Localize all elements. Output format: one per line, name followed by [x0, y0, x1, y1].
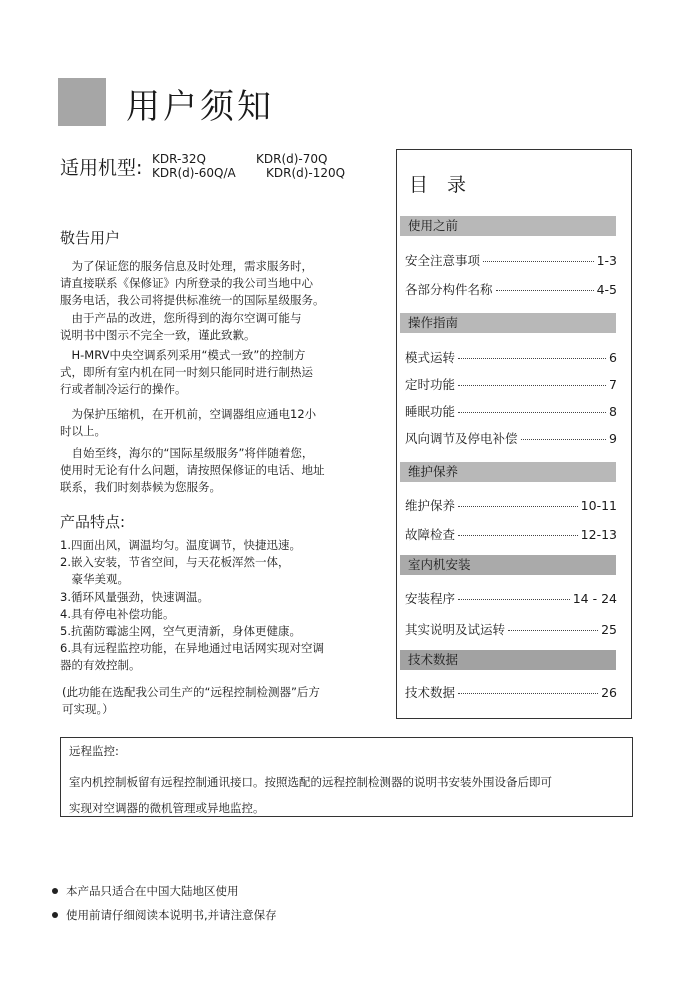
feature-item: 1.四面出风，调温均匀。温度调节，快捷迅速。 [60, 538, 301, 552]
toc-entry[interactable] [405, 402, 617, 420]
toc-leader [483, 261, 594, 262]
toc-leader [458, 412, 606, 413]
toc-entry[interactable] [405, 375, 617, 393]
toc-section-label: 操作指南 [408, 315, 459, 330]
toc-entry-text: 技术数据 [405, 685, 456, 700]
bullet-icon [52, 912, 58, 918]
toc-entry-page: 4-5 [596, 282, 617, 297]
toc-entry[interactable] [405, 348, 617, 366]
toc-section-label: 使用之前 [408, 218, 459, 233]
toc-leader [458, 599, 570, 600]
toc-entry[interactable] [405, 525, 617, 543]
toc-entry[interactable] [405, 683, 617, 701]
features-heading: 产品特点: [60, 513, 126, 531]
toc-entry[interactable] [405, 620, 617, 638]
toc-entry-text: 安全注意事项 [405, 253, 481, 268]
feature-item: 4.具有停电补偿功能。 [60, 606, 175, 621]
remote-monitoring-box [60, 737, 633, 817]
toc-entry[interactable] [405, 280, 617, 298]
toc-title: 目 录 [409, 174, 467, 196]
features-note: (此功能在选配我公司生产的“远程控制检测器”后方 可实现。） [62, 685, 320, 717]
toc-section-label: 维护保养 [408, 464, 459, 479]
toc-entry-page: 9 [609, 431, 617, 446]
greeting-paragraph: 由于产品的改进，您所得到的海尔空调可能与 说明书中图示不完全一致，谨此致歉。 [60, 311, 302, 342]
model-item: KDR(d)-60Q/A [152, 166, 236, 180]
toc-entry-page: 6 [609, 350, 617, 365]
toc-section-before-use [400, 216, 616, 236]
greeting-paragraph: 自始至终，海尔的“国际星级服务”将伴随着您， 使用时无论有什么问题，请按照保修证的电话、地址 联系，我们时刻恭候为您服务。 [60, 446, 325, 494]
toc-leader [496, 290, 594, 291]
remote-text: 室内机控制板留有远程控制通讯接口。按照选配的远程控制检测器的说明书安装外围设备后即可 实现对空调器的微机管理或异地监控。 [69, 775, 552, 815]
feature-item: 2.嵌入安装，节省空间，与天花板浑然一体， 豪华美观。 [60, 555, 290, 587]
footer-note [52, 903, 277, 927]
toc-entry-page: 7 [609, 377, 617, 392]
greeting-paragraph: 为了保证您的服务信息及时处理，需求服务时， 请直接联系《保修证》内所登录的我公司当地中心 服务电话，我公司将提供标准统一的国际星级服务。 [60, 259, 325, 307]
model-item: KDR(d)-70Q [256, 152, 328, 166]
footer-notes [52, 879, 277, 927]
toc-entry-text: 风向调节及停电补偿 [405, 431, 518, 446]
toc-section-operation [400, 313, 616, 333]
toc-entry-text: 维护保养 [405, 498, 456, 513]
toc-entry-text: 安装程序 [405, 591, 456, 606]
toc-entry-page: 8 [609, 404, 617, 419]
bullet-icon [52, 888, 58, 894]
model-item: KDR(d)-120Q [266, 166, 346, 180]
toc-entry-page: 12-13 [580, 527, 617, 542]
toc-entry-page: 1-3 [596, 253, 617, 268]
toc-entry-text: 故障检查 [405, 527, 456, 542]
greeting-paragraph: 为保护压缩机，在开机前，空调器组应通电12小 时以上。 [60, 407, 317, 438]
model-list [152, 152, 345, 180]
footer-note [52, 879, 277, 903]
feature-item: 5.抗菌防霉滤尘网，空气更清新，身体更健康。 [60, 624, 301, 639]
toc-entry-text: 模式运转 [405, 350, 456, 365]
footer-note-text: 使用前请仔细阅读本说明书,并请注意保存 [66, 908, 277, 922]
toc-section-installation [400, 555, 616, 575]
toc-section-label: 室内机安装 [408, 557, 471, 572]
toc-entry-page: 14 - 24 [572, 591, 617, 606]
toc-leader [458, 693, 598, 694]
toc-section-label: 技术数据 [408, 652, 459, 667]
toc-leader [458, 358, 606, 359]
toc-entry-page: 10-11 [580, 498, 617, 513]
greeting-heading: 敬告用户 [60, 229, 121, 247]
models-label: 适用机型: [60, 157, 143, 179]
toc-entry-page: 25 [601, 622, 617, 637]
greeting-paragraph: H-MRV中央空调系列采用“模式一致”的控制方 式，即所有室内机在同一时刻只能同时进行制热运 行或者制冷运行的操作。 [60, 348, 313, 396]
model-item: KDR-32Q [152, 152, 207, 166]
toc-leader [458, 535, 578, 536]
toc-entry[interactable] [405, 251, 617, 269]
footer-note-text: 本产品只适合在中国大陆地区使用 [66, 884, 239, 898]
page-title: 用户须知 [126, 87, 274, 127]
toc-entry[interactable] [405, 496, 617, 514]
feature-item: 6.具有远程监控功能，在异地通过电话网实现对空调 器的有效控制。 [60, 641, 324, 673]
toc-leader [458, 506, 578, 507]
table-of-contents [396, 149, 632, 719]
toc-leader [458, 385, 606, 386]
toc-entry-text: 各部分构件名称 [405, 282, 493, 297]
toc-section-maintenance [400, 462, 616, 482]
toc-section-tech-data [400, 650, 616, 670]
toc-entry-text: 其实说明及试运转 [405, 622, 506, 637]
title-decor-block [58, 78, 106, 126]
toc-entry-page: 26 [601, 685, 617, 700]
feature-item: 3.循环风量强劲，快速调温。 [60, 589, 209, 604]
toc-entry-text: 睡眠功能 [405, 404, 456, 419]
toc-leader [521, 439, 607, 440]
remote-title: 远程监控: [69, 744, 119, 758]
toc-entry[interactable] [405, 589, 617, 607]
toc-entry-text: 定时功能 [405, 377, 456, 392]
features-list [60, 537, 380, 675]
toc-entry[interactable] [405, 429, 617, 447]
toc-leader [508, 630, 598, 631]
